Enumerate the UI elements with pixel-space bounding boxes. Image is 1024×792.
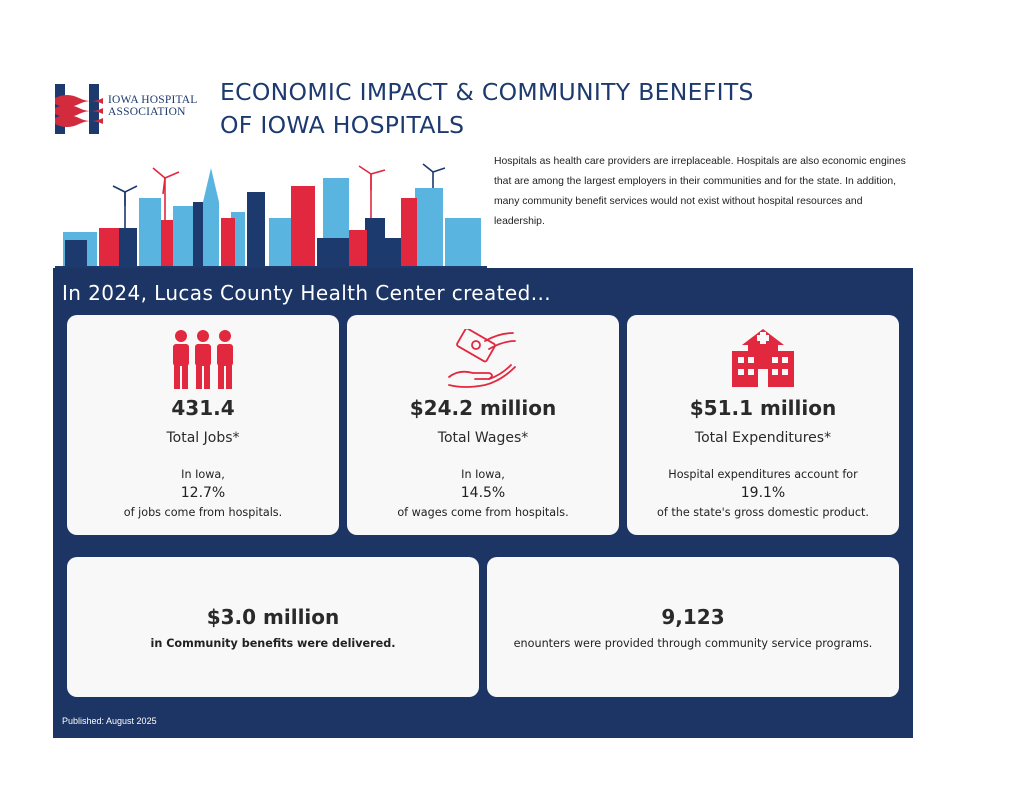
expenditures-label: Total Expenditures* [694, 430, 832, 446]
hospital-icon [728, 329, 798, 389]
wages-subtext [347, 465, 619, 522]
expenditures-percent: 19.1% [740, 485, 786, 501]
logo-h-mark-icon [55, 84, 103, 134]
published-date: Published: August 2025 [62, 716, 157, 726]
jobs-subtext [67, 465, 339, 522]
expenditures-sub-line-1: Hospital expenditures account for [668, 468, 858, 481]
people-icon [168, 329, 238, 391]
intro-paragraph: Hospitals as health care providers are irreplaceable. Hospitals are also economic engines that are among the largest employers in their communities and for the state. In addition, many community benefit services would not exist without hospital resources and leadership. [494, 156, 906, 227]
encounters-value: 9,123 [661, 605, 725, 629]
iha-logo [55, 84, 205, 134]
community-benefits-card [67, 557, 479, 697]
wages-label: Total Wages* [437, 430, 529, 446]
title-line-1: ECONOMIC IMPACT & COMMUNITY BENEFITS [220, 78, 754, 106]
jobs-label: Total Jobs* [166, 430, 240, 446]
money-hand-icon [445, 329, 521, 391]
encounters-description: enounters were provided through community service programs. [513, 637, 873, 650]
expenditures-card [627, 315, 899, 535]
jobs-percent: 12.7% [180, 485, 226, 501]
wages-percent: 14.5% [460, 485, 506, 501]
panel-headline: In 2024, Lucas County Health Center created... [62, 281, 551, 305]
logo-text [108, 94, 198, 118]
logo-line-2: ASSOCIATION [108, 106, 186, 118]
jobs-card [67, 315, 339, 535]
wages-sub-line-3: of wages come from hospitals. [397, 506, 569, 519]
jobs-value: 431.4 [171, 396, 235, 420]
community-benefits-description: in Community benefits were delivered. [150, 637, 396, 650]
logo-line-1: IOWA HOSPITAL [108, 94, 198, 106]
jobs-sub-line-1: In Iowa, [181, 468, 225, 481]
wages-value: $24.2 million [409, 396, 557, 420]
wages-card [347, 315, 619, 535]
expenditures-sub-line-3: of the state's gross domestic product. [657, 506, 869, 519]
community-benefits-value: $3.0 million [206, 605, 340, 629]
page-title [220, 76, 754, 142]
jobs-sub-line-3: of jobs come from hospitals. [123, 506, 283, 519]
encounters-card [487, 557, 899, 697]
expenditures-value: $51.1 million [689, 396, 837, 420]
expenditures-subtext [627, 465, 899, 522]
wages-sub-line-1: In Iowa, [461, 468, 505, 481]
city-skyline-illustration [55, 158, 487, 270]
title-line-2: OF IOWA HOSPITALS [220, 111, 465, 139]
